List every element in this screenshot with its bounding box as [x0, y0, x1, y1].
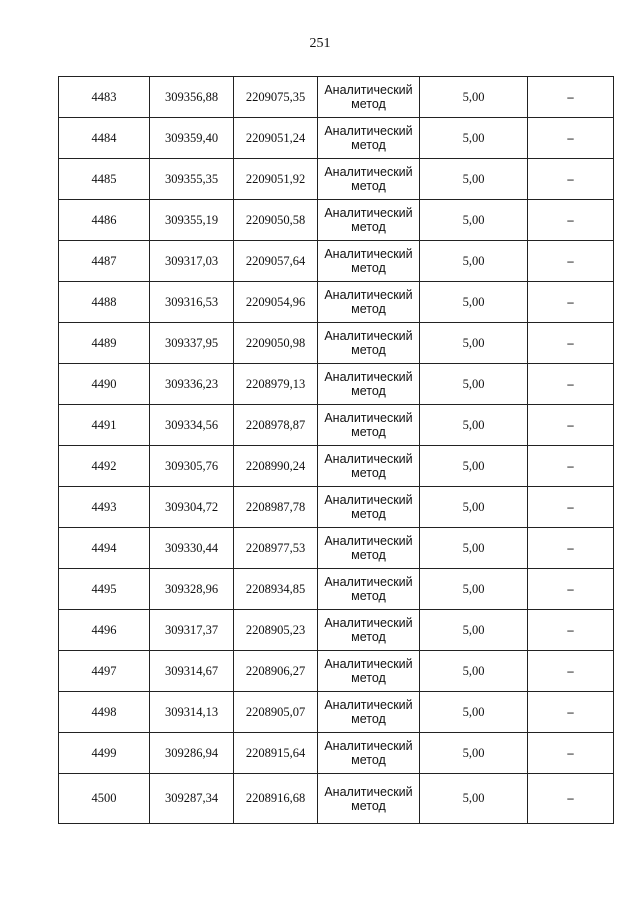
y-coordinate-cell: 2208905,23: [234, 610, 318, 651]
x-coordinate-cell: 309304,72: [150, 487, 234, 528]
method-cell: [318, 282, 420, 323]
method-line-1: Аналитический: [324, 206, 413, 220]
table-row: [59, 610, 614, 651]
method-line-2: метод: [351, 425, 386, 439]
method-cell: [318, 733, 420, 774]
note-cell: –: [528, 569, 614, 610]
method-line-1: Аналитический: [324, 616, 413, 630]
y-coordinate-cell: 2209075,35: [234, 77, 318, 118]
method-line-1: Аналитический: [324, 165, 413, 179]
y-coordinate-cell: 2208915,64: [234, 733, 318, 774]
method-cell: [318, 774, 420, 824]
accuracy-cell: 5,00: [420, 118, 528, 159]
x-coordinate-cell: 309334,56: [150, 405, 234, 446]
method-line-1: Аналитический: [324, 288, 413, 302]
accuracy-cell: 5,00: [420, 200, 528, 241]
method-line-1: Аналитический: [324, 124, 413, 138]
accuracy-cell: 5,00: [420, 282, 528, 323]
y-coordinate-cell: 2208990,24: [234, 446, 318, 487]
accuracy-cell: 5,00: [420, 364, 528, 405]
method-line-1: Аналитический: [324, 739, 413, 753]
method-line-1: Аналитический: [324, 657, 413, 671]
table-row: [59, 241, 614, 282]
method-line-2: метод: [351, 630, 386, 644]
method-line-1: Аналитический: [324, 247, 413, 261]
method-line-1: Аналитический: [324, 83, 413, 97]
method-line-1: Аналитический: [324, 370, 413, 384]
method-cell: [318, 364, 420, 405]
point-number-cell: 4483: [59, 77, 150, 118]
table-body: [59, 77, 614, 824]
method-line-2: метод: [351, 302, 386, 316]
method-line-1: Аналитический: [324, 329, 413, 343]
method-cell: [318, 241, 420, 282]
method-cell: [318, 323, 420, 364]
note-cell: –: [528, 692, 614, 733]
table-row: [59, 651, 614, 692]
method-line-2: метод: [351, 798, 386, 813]
method-line-2: метод: [351, 138, 386, 152]
x-coordinate-cell: 309330,44: [150, 528, 234, 569]
table-row: [59, 569, 614, 610]
accuracy-cell: 5,00: [420, 323, 528, 364]
y-coordinate-cell: 2208905,07: [234, 692, 318, 733]
y-coordinate-cell: 2209054,96: [234, 282, 318, 323]
y-coordinate-cell: 2209050,58: [234, 200, 318, 241]
note-cell: –: [528, 323, 614, 364]
point-number-cell: 4489: [59, 323, 150, 364]
y-coordinate-cell: 2208987,78: [234, 487, 318, 528]
note-cell: –: [528, 487, 614, 528]
accuracy-cell: 5,00: [420, 610, 528, 651]
method-line-2: метод: [351, 466, 386, 480]
point-number-cell: 4485: [59, 159, 150, 200]
table-row: [59, 118, 614, 159]
x-coordinate-cell: 309328,96: [150, 569, 234, 610]
table-row: [59, 774, 614, 824]
table-row: [59, 405, 614, 446]
note-cell: –: [528, 159, 614, 200]
x-coordinate-cell: 309355,35: [150, 159, 234, 200]
method-line-1: Аналитический: [324, 784, 413, 799]
method-line-2: метод: [351, 97, 386, 111]
method-line-2: метод: [351, 261, 386, 275]
method-cell: [318, 487, 420, 528]
table-row: [59, 77, 614, 118]
note-cell: –: [528, 405, 614, 446]
method-line-2: метод: [351, 753, 386, 767]
note-cell: –: [528, 241, 614, 282]
x-coordinate-cell: 309287,34: [150, 774, 234, 824]
method-line-2: метод: [351, 179, 386, 193]
x-coordinate-cell: 309314,67: [150, 651, 234, 692]
x-coordinate-cell: 309317,03: [150, 241, 234, 282]
table-row: [59, 282, 614, 323]
method-cell: [318, 405, 420, 446]
point-number-cell: 4488: [59, 282, 150, 323]
method-cell: [318, 446, 420, 487]
note-cell: –: [528, 364, 614, 405]
y-coordinate-cell: 2208916,68: [234, 774, 318, 824]
accuracy-cell: 5,00: [420, 528, 528, 569]
table-row: [59, 528, 614, 569]
method-cell: [318, 610, 420, 651]
y-coordinate-cell: 2208979,13: [234, 364, 318, 405]
table-row: [59, 364, 614, 405]
y-coordinate-cell: 2209051,24: [234, 118, 318, 159]
point-number-cell: 4491: [59, 405, 150, 446]
method-cell: [318, 200, 420, 241]
x-coordinate-cell: 309305,76: [150, 446, 234, 487]
method-line-2: метод: [351, 384, 386, 398]
x-coordinate-cell: 309286,94: [150, 733, 234, 774]
method-line-1: Аналитический: [324, 411, 413, 425]
method-cell: [318, 692, 420, 733]
point-number-cell: 4493: [59, 487, 150, 528]
note-cell: –: [528, 118, 614, 159]
y-coordinate-cell: 2209051,92: [234, 159, 318, 200]
accuracy-cell: 5,00: [420, 159, 528, 200]
method-line-2: метод: [351, 343, 386, 357]
page-number: 251: [309, 36, 331, 51]
y-coordinate-cell: 2208906,27: [234, 651, 318, 692]
method-line-2: метод: [351, 589, 386, 603]
note-cell: –: [528, 446, 614, 487]
point-number-cell: 4487: [59, 241, 150, 282]
table-row: [59, 692, 614, 733]
accuracy-cell: 5,00: [420, 569, 528, 610]
point-number-cell: 4486: [59, 200, 150, 241]
note-cell: –: [528, 77, 614, 118]
note-cell: –: [528, 610, 614, 651]
y-coordinate-cell: 2209057,64: [234, 241, 318, 282]
x-coordinate-cell: 309355,19: [150, 200, 234, 241]
method-cell: [318, 77, 420, 118]
table-row: [59, 159, 614, 200]
note-cell: –: [528, 651, 614, 692]
x-coordinate-cell: 309337,95: [150, 323, 234, 364]
y-coordinate-cell: 2208934,85: [234, 569, 318, 610]
method-line-2: метод: [351, 507, 386, 521]
table-row: [59, 733, 614, 774]
table-row: [59, 446, 614, 487]
table-row: [59, 487, 614, 528]
x-coordinate-cell: 309314,13: [150, 692, 234, 733]
method-cell: [318, 651, 420, 692]
point-number-cell: 4500: [59, 774, 150, 824]
note-cell: –: [528, 282, 614, 323]
accuracy-cell: 5,00: [420, 446, 528, 487]
x-coordinate-cell: 309359,40: [150, 118, 234, 159]
method-line-1: Аналитический: [324, 698, 413, 712]
method-cell: [318, 159, 420, 200]
x-coordinate-cell: 309356,88: [150, 77, 234, 118]
x-coordinate-cell: 309336,23: [150, 364, 234, 405]
point-number-cell: 4494: [59, 528, 150, 569]
note-cell: –: [528, 733, 614, 774]
point-number-cell: 4490: [59, 364, 150, 405]
method-line-1: Аналитический: [324, 575, 413, 589]
point-number-cell: 4499: [59, 733, 150, 774]
point-number-cell: 4497: [59, 651, 150, 692]
method-cell: [318, 528, 420, 569]
method-line-2: метод: [351, 220, 386, 234]
method-line-1: Аналитический: [324, 452, 413, 466]
note-cell: –: [528, 528, 614, 569]
y-coordinate-cell: 2208978,87: [234, 405, 318, 446]
method-cell: [318, 118, 420, 159]
y-coordinate-cell: 2208977,53: [234, 528, 318, 569]
table-row: [59, 200, 614, 241]
method-line-1: Аналитический: [324, 534, 413, 548]
accuracy-cell: 5,00: [420, 774, 528, 824]
method-line-2: метод: [351, 712, 386, 726]
method-line-2: метод: [351, 671, 386, 685]
point-number-cell: 4492: [59, 446, 150, 487]
method-line-1: Аналитический: [324, 493, 413, 507]
accuracy-cell: 5,00: [420, 77, 528, 118]
accuracy-cell: 5,00: [420, 241, 528, 282]
table-row: [59, 323, 614, 364]
accuracy-cell: 5,00: [420, 405, 528, 446]
point-number-cell: 4496: [59, 610, 150, 651]
method-cell: [318, 569, 420, 610]
accuracy-cell: 5,00: [420, 733, 528, 774]
accuracy-cell: 5,00: [420, 651, 528, 692]
accuracy-cell: 5,00: [420, 487, 528, 528]
point-number-cell: 4498: [59, 692, 150, 733]
point-number-cell: 4484: [59, 118, 150, 159]
coordinates-table: [58, 76, 614, 824]
note-cell: –: [528, 774, 614, 824]
accuracy-cell: 5,00: [420, 692, 528, 733]
note-cell: –: [528, 200, 614, 241]
x-coordinate-cell: 309317,37: [150, 610, 234, 651]
x-coordinate-cell: 309316,53: [150, 282, 234, 323]
y-coordinate-cell: 2209050,98: [234, 323, 318, 364]
point-number-cell: 4495: [59, 569, 150, 610]
method-line-2: метод: [351, 548, 386, 562]
